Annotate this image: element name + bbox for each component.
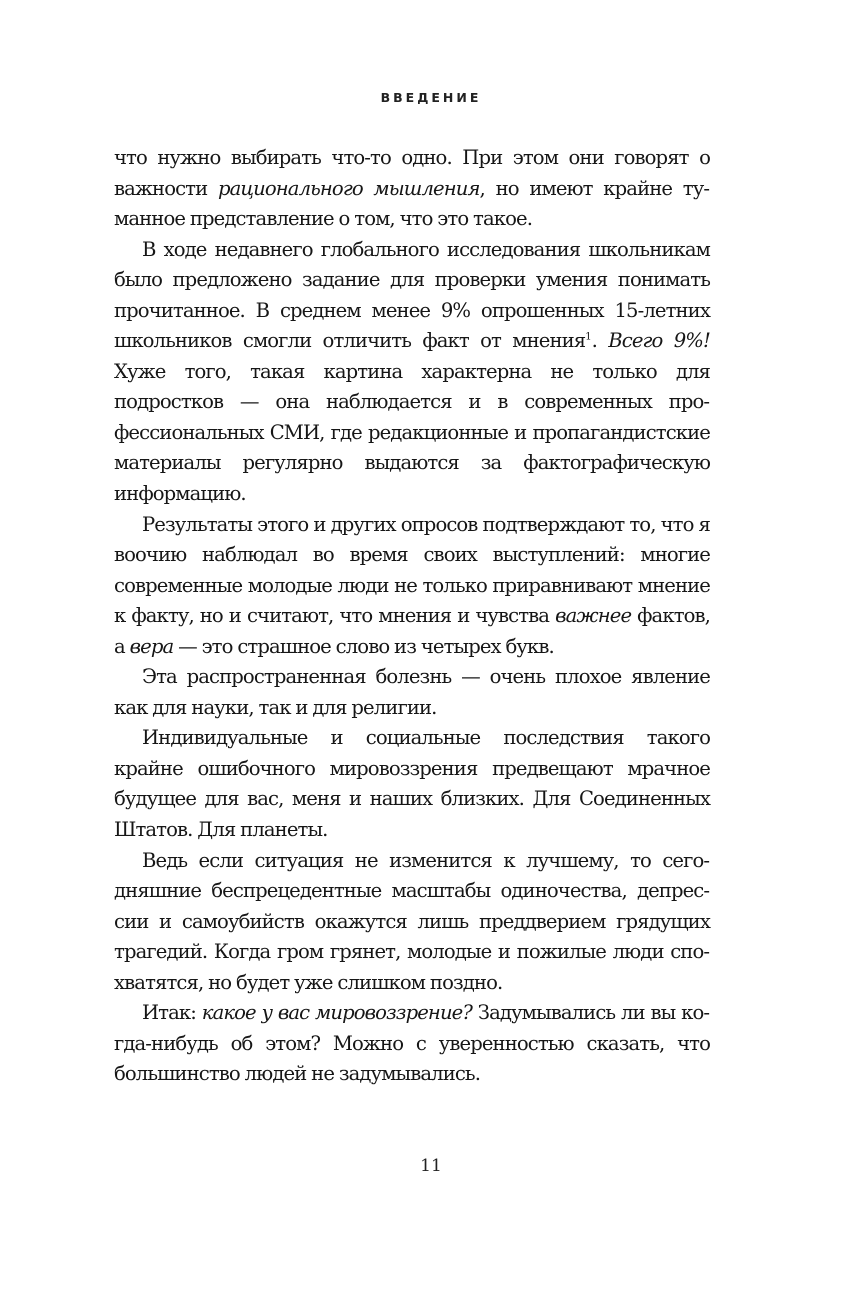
italic-phrase: вера	[129, 634, 174, 658]
body-text	[114, 143, 710, 1090]
paragraph-1: что нужно выбирать что-то одно. При этом они говорят о важности рационального мышления, но имеют крайне туманное представление о том, что это такое.	[114, 146, 710, 231]
italic-phrase: Всего 9%!	[608, 329, 710, 353]
paragraph-3: Результаты этого и других опросов подтверждают то, что я воочию наблюдал во время своих выступлений: многие современные молодые люди не только приравнивают мнение к факту, но и считают, что мнения и чувства важнее фактов, а вера — это страшное слово из четырех букв.	[114, 512, 710, 658]
footnote-marker[interactable]: 1	[585, 331, 592, 343]
paragraph-6: Ведь если ситуация не изменится к лучшему, то сегодняшние беспрецедентные масштабы одиночества, депрессии и самоубийств окажутся лишь преддверием грядущих трагедий. Когда гром грянет, молодые и пожилые люди спохватятся, но будет уже слишком поздно.	[114, 848, 710, 994]
italic-phrase: важнее	[555, 604, 632, 628]
running-head: ВВЕДЕНИЕ	[380, 90, 482, 105]
paragraph-7: Итак: какое у вас мировоззрение? Задумывались ли вы когда-нибудь об этом? Можно с уверенностью сказать, что большинство людей не задумывались.	[114, 1001, 710, 1086]
italic-phrase: какое у вас мировоззрение?	[201, 1001, 472, 1025]
paragraph-4: Эта распространенная болезнь — очень плохое явление как для науки, так и для религии.	[114, 665, 710, 719]
paragraph-5: Индивидуальные и социальные последствия такого крайне ошибочного мировоззрения предвещают мрачное будущее для вас, меня и наших близких. Для Соединенных Штатов. Для планеты.	[114, 726, 710, 842]
italic-phrase: рационального мышления	[217, 176, 480, 200]
page-number: 11	[420, 1156, 442, 1176]
paragraph-2: В ходе недавнего глобального исследования школьникам было предложено задание для проверки умения понимать прочитанное. В среднем менее 9% опрошенных 15-летних школьников смогли отличить факт от мнения$^1$. Всего 9%! Хуже того, такая картина характерна не только для подростков — она наблюдается и в современных профессиональных СМИ, где редакционные и пропагандистские материалы регулярно выдаются за фактографическую информацию.	[114, 237, 710, 506]
